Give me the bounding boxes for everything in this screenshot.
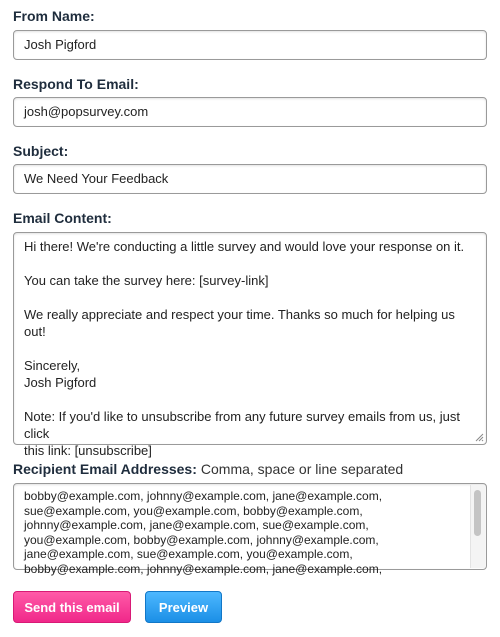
email-content-paragraph [24, 306, 476, 340]
from-name-input[interactable]: Josh Pigford [13, 30, 487, 60]
recipient-emails-text [24, 489, 462, 576]
from-name-label: From Name: [13, 8, 95, 24]
recipient-line: bobby@example.com, johnny@example.com, jane@example.com, [24, 489, 383, 503]
resize-grip-icon[interactable] [475, 433, 484, 442]
email-content-line: Note: If you'd like to unsubscribe from any future survey emails from us, just click [24, 409, 460, 441]
recipients-label-text: Recipient Email Addresses: [13, 461, 197, 477]
send-email-button[interactable]: Send this email [13, 591, 131, 623]
email-content-paragraph [24, 357, 476, 391]
recipient-line: jane@example.com, sue@example.com, you@example.com, [24, 547, 353, 561]
scrollbar[interactable] [470, 485, 485, 568]
email-content-line: We really appreciate and respect your time. Thanks so much for helping us out! [24, 307, 455, 339]
preview-button[interactable]: Preview [145, 591, 222, 623]
email-content-label: Email Content: [13, 210, 112, 226]
recipient-line: bobby@example.com, johnny@example.com, jane@example.com, [24, 561, 383, 576]
respond-to-label: Respond To Email: [13, 76, 139, 92]
email-content-line: You can take the survey here: [survey-link] [24, 273, 269, 288]
email-content-paragraph [24, 238, 476, 255]
subject-label: Subject: [13, 143, 69, 159]
recipients-label [13, 461, 403, 477]
email-content-line: this link: [unsubscribe] [24, 443, 152, 458]
recipients-hint: Comma, space or line separated [200, 461, 404, 477]
email-content-textarea[interactable] [13, 232, 487, 458]
email-content-text [24, 238, 476, 459]
email-content-line: Josh Pigford [24, 375, 97, 390]
respond-to-email-input[interactable]: josh@popsurvey.com [13, 97, 487, 127]
recipient-emails-textarea[interactable] [13, 483, 487, 576]
email-content-line: Hi there! We're conducting a little survey and would love your response on it. [24, 239, 465, 254]
recipient-line: sue@example.com, you@example.com, bobby@example.com, [24, 503, 363, 518]
recipient-line: you@example.com, bobby@example.com, johnny@example.com, [24, 532, 379, 547]
email-content-paragraph [24, 408, 476, 459]
email-content-paragraph [24, 272, 476, 289]
scrollbar-thumb[interactable] [474, 490, 481, 536]
email-content-line: Sincerely, [24, 358, 81, 373]
subject-input[interactable]: We Need Your Feedback [13, 164, 487, 194]
recipient-line: johnny@example.com, jane@example.com, sue@example.com, [24, 518, 369, 532]
